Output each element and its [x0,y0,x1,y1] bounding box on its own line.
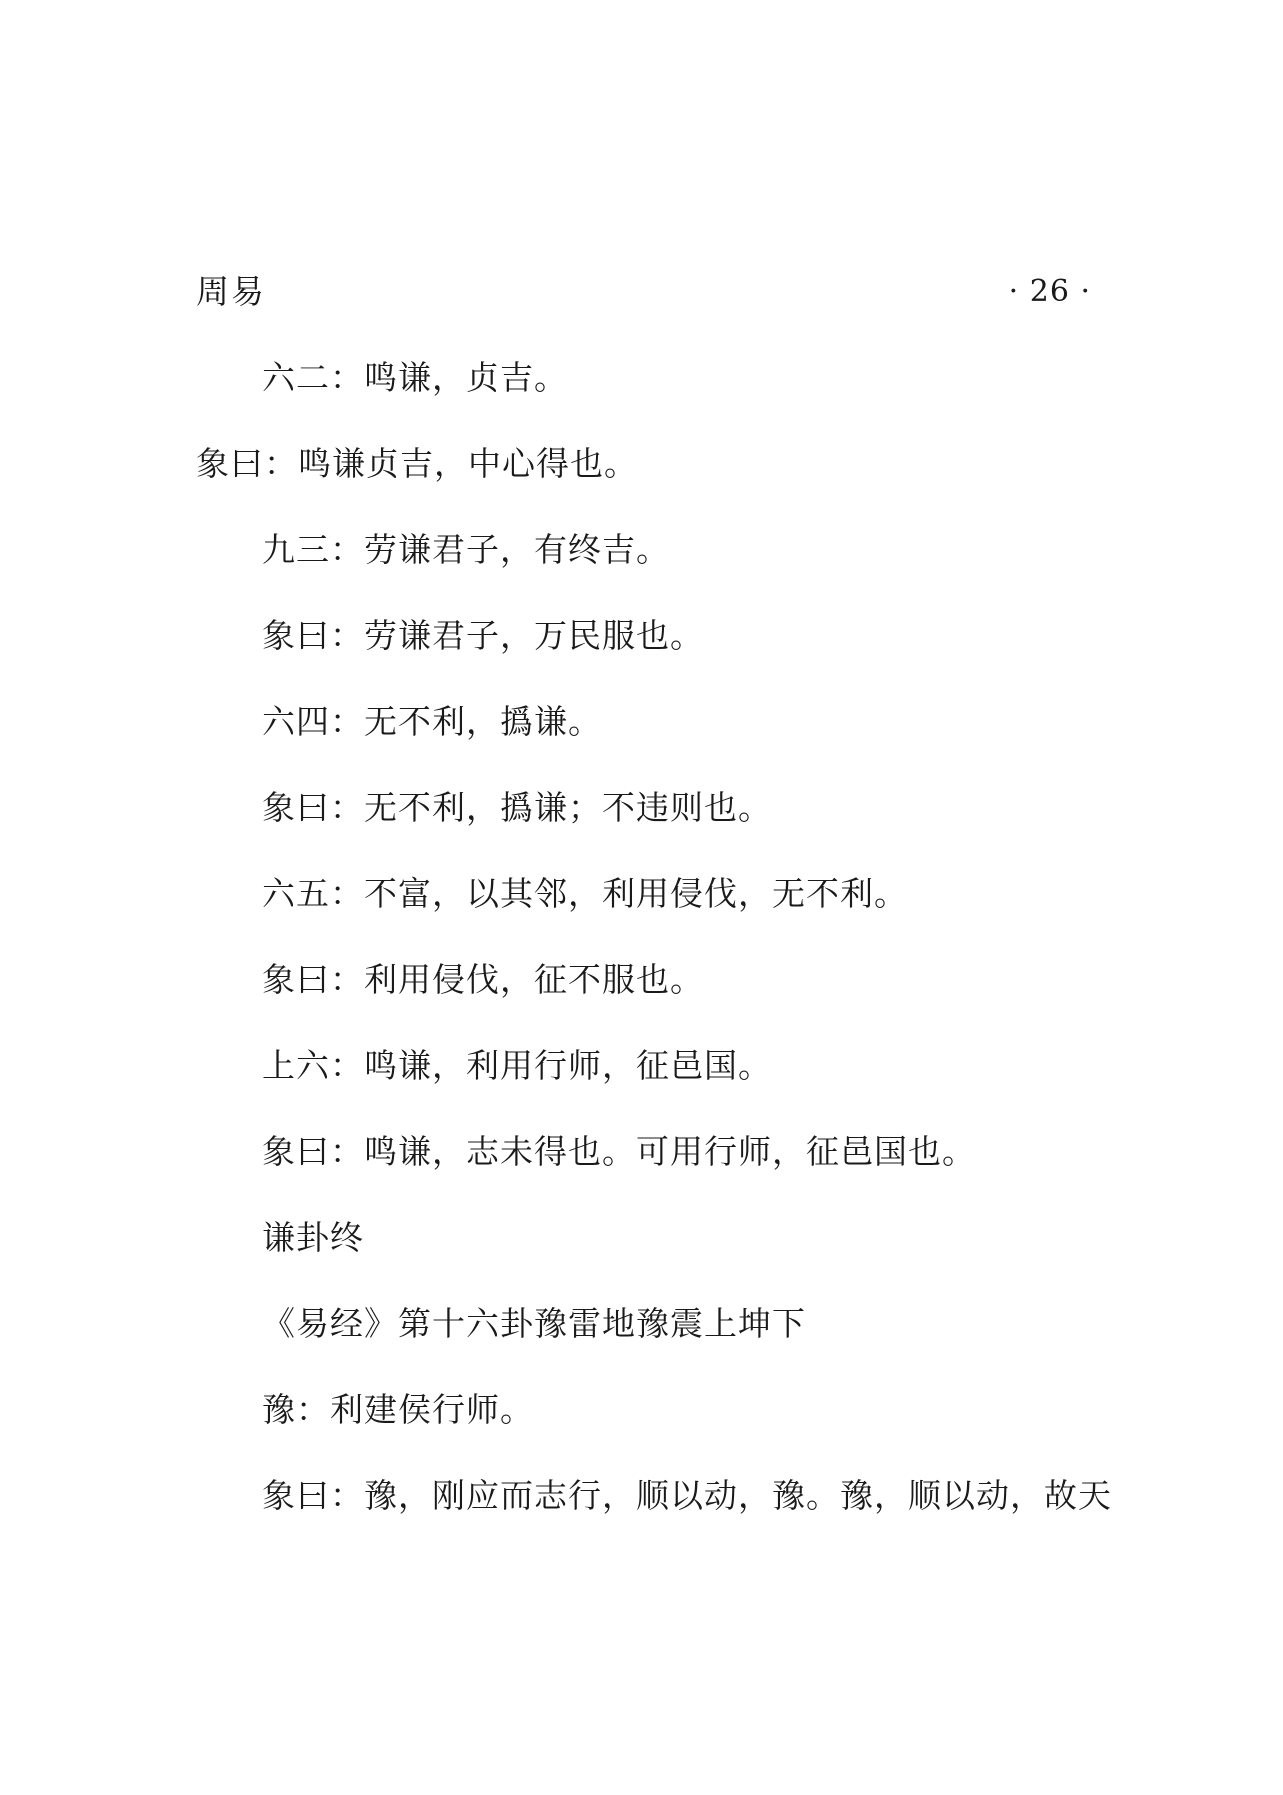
paragraph: 六二：鸣谦，贞吉。 [262,358,568,397]
paragraph: 象曰：利用侵伐，征不服也。 [262,960,704,999]
paragraph: 象曰：鸣谦，志未得也。可用行师，征邑国也。 [262,1132,976,1171]
paragraph: 象曰：无不利，撝谦；不违则也。 [262,788,772,827]
paragraph: 六五：不富，以其邻，利用侵伐，无不利。 [262,874,908,913]
paragraph: 九三：劳谦君子，有终吉。 [262,530,670,569]
paragraph: 豫：利建侯行师。 [262,1390,534,1429]
body-text [196,354,1112,1558]
paragraph: 上六：鸣谦，利用行师，征邑国。 [262,1046,772,1085]
paragraph: 象曰：豫，刚应而志行，顺以动，豫。豫，顺以动，故天 [262,1476,1112,1515]
paragraph: 象曰：鸣谦贞吉，中心得也。 [196,444,638,483]
section-end-note: 谦卦终 [262,1218,364,1257]
paragraph: 六四：无不利，撝谦。 [262,702,602,741]
book-title: 周易 [196,272,266,311]
section-heading: 《易经》第十六卦豫雷地豫震上坤下 [262,1304,806,1343]
running-head [196,268,1091,316]
page-number: · 26 · [1008,274,1091,309]
paragraph: 象曰：劳谦君子，万民服也。 [262,616,704,655]
